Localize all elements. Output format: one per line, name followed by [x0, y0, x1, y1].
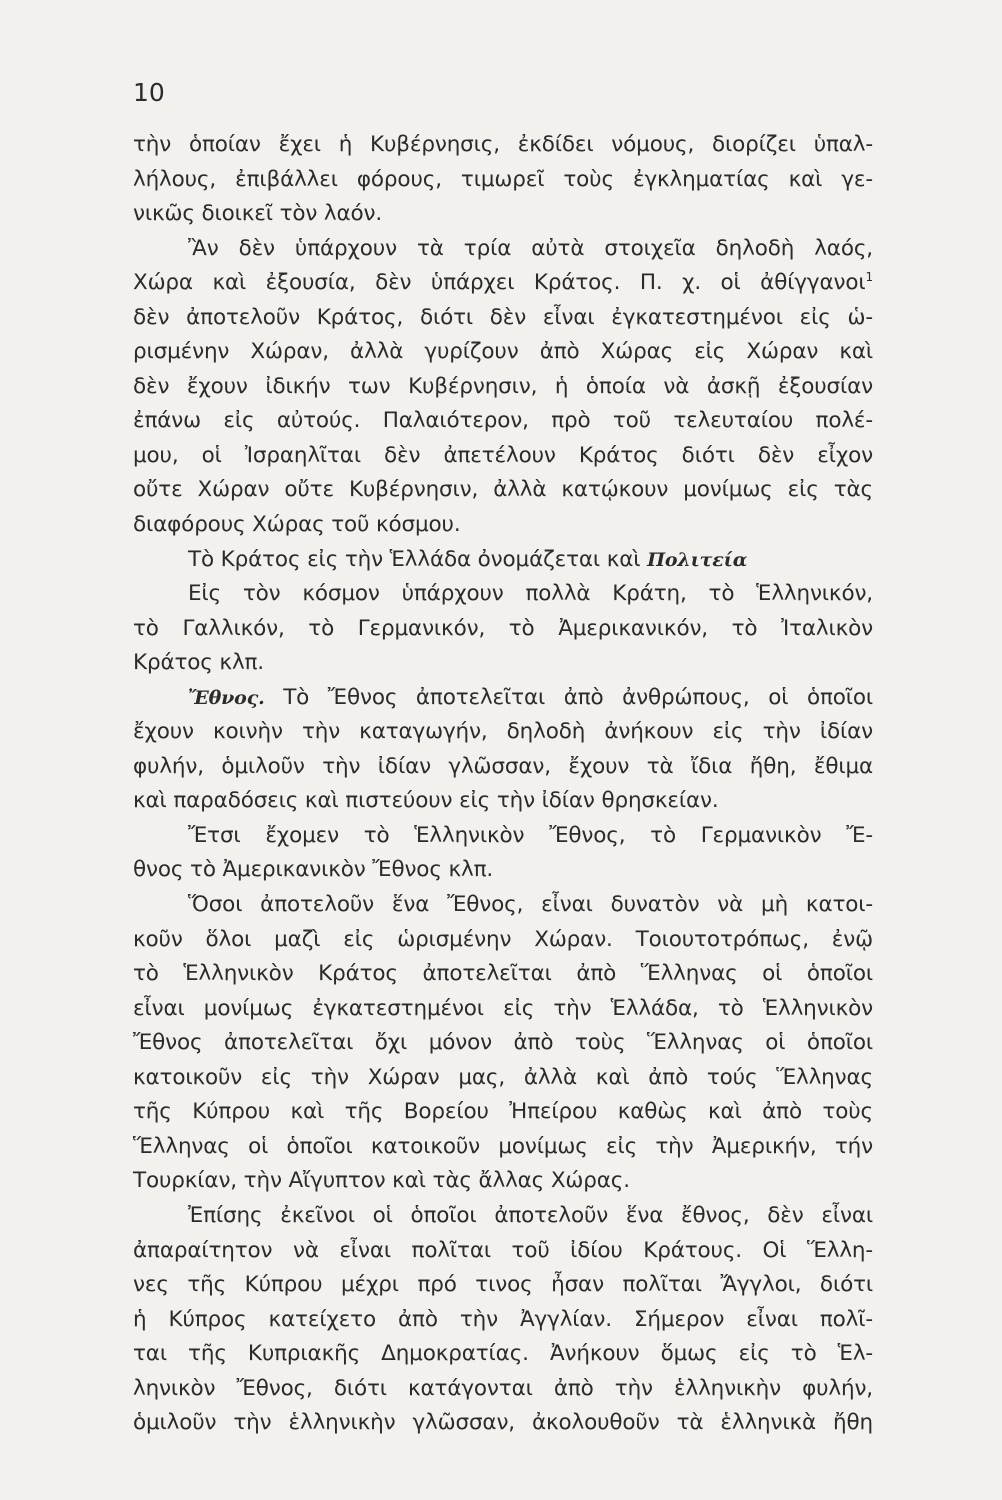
- text-line: [133, 1406, 873, 1441]
- line-text: Ἔτσι ἔχομεν τὸ Ἑλληνικὸν Ἔθνος, τὸ Γερμανικὸν Ἔ-: [188, 822, 873, 848]
- line-text: οὔτε Χώραν οὔτε Κυβέρνησιν, ἀλλὰ κατῴκουν μονίμως εἰς τὰς: [133, 477, 873, 503]
- page-number: 10: [133, 78, 165, 107]
- line-text: τὴν ὁποίαν ἔχει ἡ Κυβέρνησις, ἐκδίδει νόμους, διορίζει ὑπαλ-: [133, 132, 873, 157]
- line-text: νες τῆς Κύπρου μέχρι πρό τινος ἦσαν πολῖται Ἄγγλοι, διότι: [133, 1272, 873, 1298]
- text-line: [133, 888, 873, 923]
- line-text: ἔχουν κοινὴν τὴν καταγωγήν, δηλοδὴ ἀνήκουν εἰς τὴν ἰδίαν: [133, 719, 873, 745]
- line-text: ἀπαραίτητον νὰ εἶναι πολῖται τοῦ ἰδίου Κράτους. Οἱ Ἕλλη-: [133, 1237, 873, 1263]
- text-line: [133, 335, 873, 370]
- line-text: Ἕλληνας οἱ ὁποῖοι κατοικοῦν μονίμως εἰς τὴν Ἀμερικήν, τήν: [133, 1133, 873, 1159]
- text-line: [133, 1303, 873, 1338]
- italic-term: Πολιτεία: [647, 548, 748, 571]
- line-text: κοῦν ὅλοι μαζὶ εἰς ὡρισμένην Χώραν. Τοιουτοτρόπως, ἐνῷ: [133, 926, 873, 952]
- text-line: [133, 301, 873, 336]
- line-text: ὁμιλοῦν τὴν ἑλληνικὴν γλῶσσαν, ἀκολουθοῦν τὰ ἑλληνικὰ ἤθη: [133, 1410, 873, 1436]
- italic-term: Ἔθνος.: [188, 686, 265, 709]
- text-line: [133, 923, 873, 958]
- text-line: [133, 681, 873, 716]
- text-line: [133, 646, 873, 681]
- text-line: [133, 612, 873, 647]
- line-text: Τὸ Κράτος εἰς τὴν Ἑλλάδα ὀνομάζεται καὶ: [188, 546, 641, 572]
- line-text: τὸ Ἑλληνικὸν Κράτος ἀποτελεῖται ἀπὸ Ἕλληνας οἱ ὁποῖοι: [133, 961, 873, 987]
- text-line: [133, 1164, 873, 1199]
- text-line: [133, 750, 873, 785]
- line-text: δὲν ἀποτελοῦν Κράτος, διότι δὲν εἶναι ἐγκατεστημένοι εἰς ὡ-: [133, 304, 873, 330]
- text-line: [133, 819, 873, 854]
- line-text: λήλους, ἐπιβάλλει φόρους, τιμωρεῖ τοὺς ἐγκληματίας καὶ γε-: [133, 166, 873, 192]
- text-line: [133, 543, 873, 578]
- line-text: Εἰς τὸν κόσμον ὑπάρχουν πολλὰ Κράτη, τὸ Ἑλληνικόν,: [188, 581, 873, 607]
- line-text: Κράτος κλπ.: [133, 650, 264, 676]
- line-text: τῆς Κύπρου καὶ τῆς Βορείου Ἠπείρου καθὼς καὶ ἀπὸ τοὺς: [133, 1099, 873, 1125]
- text-line: [133, 784, 873, 819]
- text-line: [133, 992, 873, 1027]
- text-line: [133, 439, 873, 474]
- text-line: [133, 957, 873, 992]
- line-text: ται τῆς Κυπριακῆς Δημοκρατίας. Ἀνήκουν ὅμως εἰς τὸ Ἑλ-: [133, 1341, 873, 1367]
- text-line: [133, 1372, 873, 1407]
- line-text: ἡ Κύπρος κατείχετο ἀπὸ τὴν Ἀγγλίαν. Σήμερον εἶναι πολῖ-: [133, 1306, 873, 1332]
- line-text: καὶ παραδόσεις καὶ πιστεύουν εἰς τὴν ἰδίαν θρησκείαν.: [133, 788, 719, 814]
- line-text: Τὸ Ἔθνος ἀποτελεῖται ἀπὸ ἀνθρώπους, οἱ ὁποῖοι: [283, 684, 873, 710]
- line-text: μου, οἱ Ἰσραηλῖται δὲν ἀπετέλουν Κράτος διότι δὲν εἶχον: [133, 442, 873, 468]
- line-text: ἐπάνω εἰς αὐτούς. Παλαιότερον, πρὸ τοῦ τελευταίου πολέ-: [133, 408, 873, 434]
- line-text: διαφόρους Χώρας τοῦ κόσμου.: [133, 512, 461, 538]
- text-line: [133, 370, 873, 405]
- line-text: δὲν ἔχουν ἰδικήν των Κυβέρνησιν, ἡ ὁποία νὰ ἀσκῇ ἐξουσίαν: [133, 373, 873, 399]
- line-text: νικῶς διοικεῖ τὸν λαόν.: [133, 201, 383, 227]
- text-line: [133, 1061, 873, 1096]
- line-text: θνος τὸ Ἀμερικανικὸν Ἔθνος κλπ.: [133, 857, 494, 883]
- text-line: [133, 197, 873, 232]
- line-text: φυλήν, ὁμιλοῦν τὴν ἰδίαν γλῶσσαν, ἔχουν τὰ ἴδια ἤθη, ἔθιμα: [133, 753, 873, 779]
- text-line: [133, 473, 873, 508]
- line-text: ληνικὸν Ἔθνος, διότι κατάγονται ἀπὸ τὴν ἑλληνικὴν φυλήν,: [133, 1375, 873, 1401]
- line-text: Τουρκίαν, τὴν Αἴγυπτον καὶ τὰς ἄλλας Χώρας.: [133, 1168, 630, 1194]
- line-text: Ἔθνος ἀποτελεῖται ὄχι μόνον ἀπὸ τοὺς Ἕλληνας οἱ ὁποῖοι: [133, 1030, 873, 1056]
- line-text: Χώρα καὶ ἐξουσία, δὲν ὑπάρχει Κράτος. Π. χ. οἱ ἀθίγγανοι: [133, 270, 866, 296]
- text-line: [133, 1337, 873, 1372]
- text-line: [133, 1199, 873, 1234]
- text-line: [133, 1026, 873, 1061]
- line-text: Ἂν δὲν ὑπάρχουν τὰ τρία αὐτὰ στοιχεῖα δηλοδὴ λαός,: [188, 235, 873, 261]
- text-line: [133, 508, 873, 543]
- text-line: [133, 577, 873, 612]
- line-text: κατοικοῦν εἰς τὴν Χώραν μας, ἀλλὰ καὶ ἀπὸ τούς Ἕλληνας: [133, 1064, 873, 1090]
- text-line: [133, 128, 873, 163]
- text-line: [133, 404, 873, 439]
- line-text: εἶναι μονίμως ἐγκατεστημένοι εἰς τὴν Ἑλλάδα, τὸ Ἑλληνικὸν: [133, 995, 873, 1021]
- text-line: [133, 853, 873, 888]
- text-line: [133, 266, 873, 301]
- text-line: [133, 1268, 873, 1303]
- line-text: Ἐπίσης ἐκεῖνοι οἱ ὁποῖοι ἀποτελοῦν ἕνα ἔθνος, δὲν εἶναι: [188, 1202, 873, 1228]
- page-body-text: [133, 128, 873, 1441]
- line-text: Ὅσοι ἀποτελοῦν ἕνα Ἔθνος, εἶναι δυνατὸν νὰ μὴ κατοι-: [188, 892, 873, 918]
- text-line: [133, 715, 873, 750]
- line-text: τὸ Γαλλικόν, τὸ Γερμανικόν, τὸ Ἀμερικανικόν, τὸ Ἰταλικὸν: [133, 615, 873, 641]
- text-line: [133, 232, 873, 267]
- line-text: ρισμένην Χώραν, ἀλλὰ γυρίζουν ἀπὸ Χώρας εἰς Χώραν καὶ: [133, 339, 873, 365]
- text-line: [133, 1095, 873, 1130]
- text-line: [133, 1130, 873, 1165]
- text-line: [133, 1234, 873, 1269]
- footnote-marker: 1: [865, 270, 873, 285]
- text-line: [133, 163, 873, 198]
